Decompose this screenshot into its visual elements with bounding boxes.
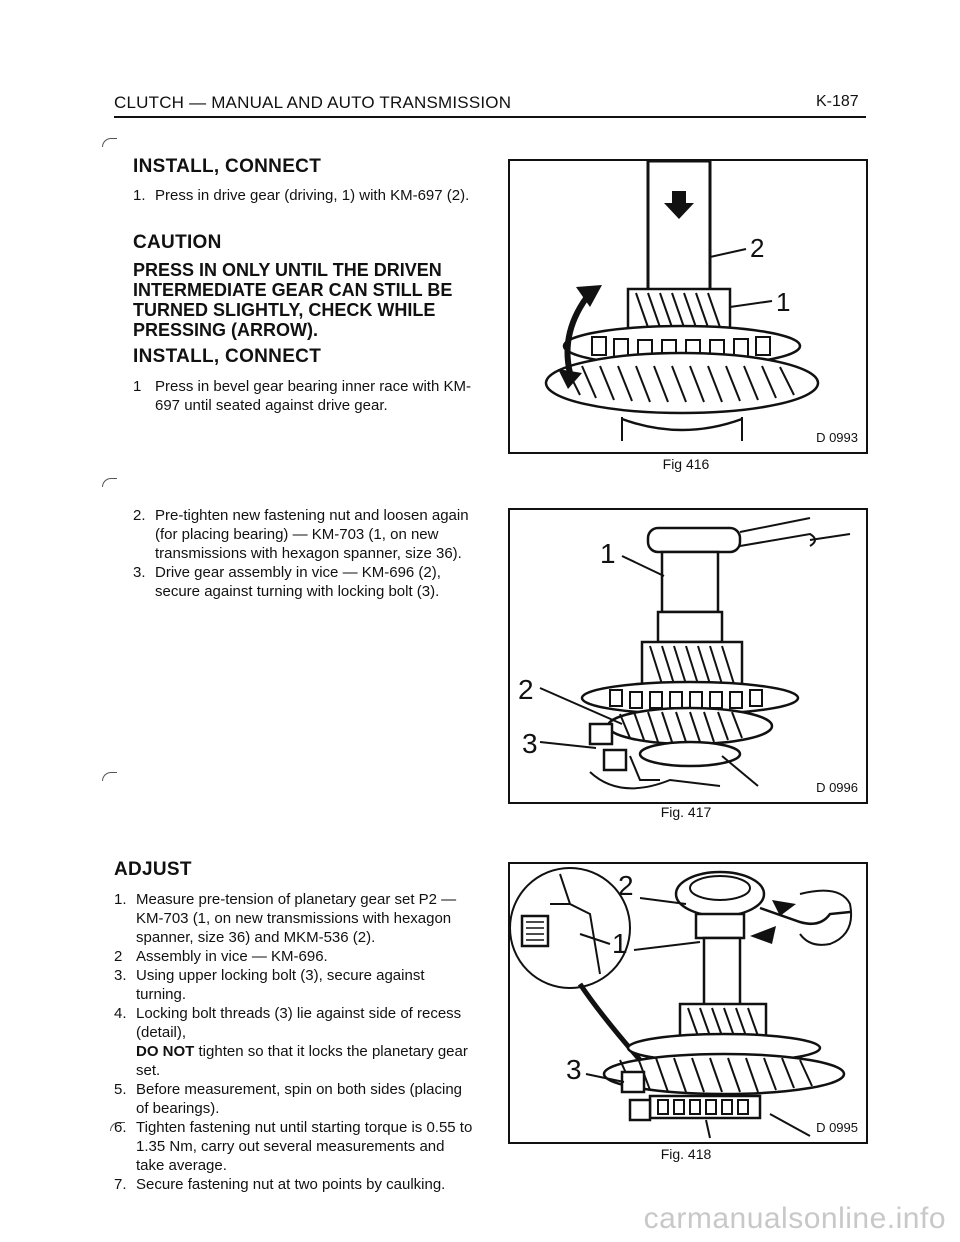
item-text: Before measurement, spin on both sides (placing of bearings).	[136, 1081, 463, 1117]
item-number: 2.	[133, 507, 146, 524]
figure-caption: Fig 416	[662, 456, 710, 472]
margin-mark	[102, 478, 117, 487]
page-number: K-187	[816, 93, 859, 110]
item-text: Locking bolt threads (3) lie against side of recess (detail),	[136, 1005, 462, 1041]
caution-text: PRESS IN ONLY UNTIL THE DRIVEN INTERMEDIATE GEAR CAN STILL BE TURNED SLIGHTLY, CHECK WHILE PRESSING (ARROW).	[133, 260, 453, 340]
item-text: Press in drive gear (driving, 1) with KM-697 (2).	[155, 187, 470, 204]
item-text: Secure fastening nut at two points by caulking.	[136, 1176, 446, 1193]
item-number: 5.	[114, 1081, 127, 1098]
list-item	[114, 1004, 476, 1080]
section3-list	[133, 506, 483, 601]
list-item	[114, 1118, 476, 1175]
item-number: 6.	[114, 1119, 127, 1136]
list-item	[114, 966, 476, 1004]
figure-417	[508, 508, 868, 804]
section-heading-adjust: ADJUST	[114, 859, 192, 880]
callout-label: 2	[750, 233, 765, 263]
list-item	[114, 1080, 476, 1118]
section1-list	[133, 186, 483, 205]
item-text: Press in bevel gear bearing inner race with KM-697 until seated against drive gear.	[155, 378, 471, 414]
figure-code: D 0996	[816, 780, 858, 795]
gear-vice-illustration	[510, 510, 866, 802]
section-heading-install-connect-2: INSTALL, CONNECT	[133, 346, 322, 367]
caution-heading: CAUTION	[133, 232, 222, 253]
section4-list	[114, 890, 476, 1194]
margin-mark	[102, 138, 117, 147]
item-number: 3.	[133, 564, 146, 581]
item-number: 4.	[114, 1005, 127, 1022]
item-text: Measure pre-tension of planetary gear set P2 — KM-703 (1, on new transmissions with hexagon spanner, size 36) and MKM-536 (2).	[136, 891, 457, 946]
item-number: 1	[133, 378, 142, 395]
list-item	[114, 890, 476, 947]
list-item	[133, 563, 483, 601]
section2-list	[133, 377, 483, 415]
list-item	[114, 947, 476, 966]
item-text: Using upper locking bolt (3), secure against turning.	[136, 967, 425, 1003]
callout-label: 2	[618, 870, 634, 901]
figure-416	[508, 159, 868, 454]
item-number: 1.	[133, 187, 146, 204]
item-number: 7.	[114, 1176, 127, 1193]
list-item	[133, 506, 483, 563]
watermark: carmanualsonline.info	[643, 1202, 946, 1235]
item-text: Drive gear assembly in vice — KM-696 (2), secure against turning with locking bolt (3).	[155, 564, 441, 600]
callout-label: 1	[776, 287, 791, 317]
callout-label: 1	[612, 928, 628, 959]
pretension-measure-illustration	[510, 864, 866, 1142]
figure-418	[508, 862, 868, 1144]
list-item	[133, 377, 483, 415]
item-number: 2	[114, 948, 123, 965]
callout-label: 3	[522, 728, 538, 759]
item-number: 3.	[114, 967, 127, 984]
page-header-title: CLUTCH — MANUAL AND AUTO TRANSMISSION	[114, 93, 512, 112]
callout-label: 1	[600, 538, 616, 569]
item-number: 1.	[114, 891, 127, 908]
gear-press-illustration	[510, 161, 866, 452]
item-text: Pre-tighten new fastening nut and loosen again (for placing bearing) — KM-703 (1, on new transmissions with hexagon spanner, size 36).	[155, 507, 469, 562]
figure-code: D 0995	[816, 1120, 858, 1135]
item-text: Assembly in vice — KM-696.	[136, 948, 328, 965]
margin-mark	[102, 772, 117, 781]
list-item	[133, 186, 483, 205]
header-rule	[114, 116, 866, 118]
callout-label: 3	[566, 1054, 582, 1085]
list-item	[114, 1175, 476, 1194]
callout-label: 2	[518, 674, 534, 705]
item-emphasis: DO NOT	[136, 1043, 195, 1060]
figure-code: D 0993	[816, 430, 858, 445]
figure-caption: Fig. 417	[660, 804, 712, 820]
item-text: Tighten fastening nut until starting torque is 0.55 to 1.35 Nm, carry out several measurements and take average.	[136, 1119, 473, 1174]
item-text-continued: tighten so that it locks the planetary gear set.	[136, 1043, 468, 1079]
figure-caption: Fig. 418	[660, 1146, 712, 1162]
section-heading-install-connect: INSTALL, CONNECT	[133, 156, 322, 177]
